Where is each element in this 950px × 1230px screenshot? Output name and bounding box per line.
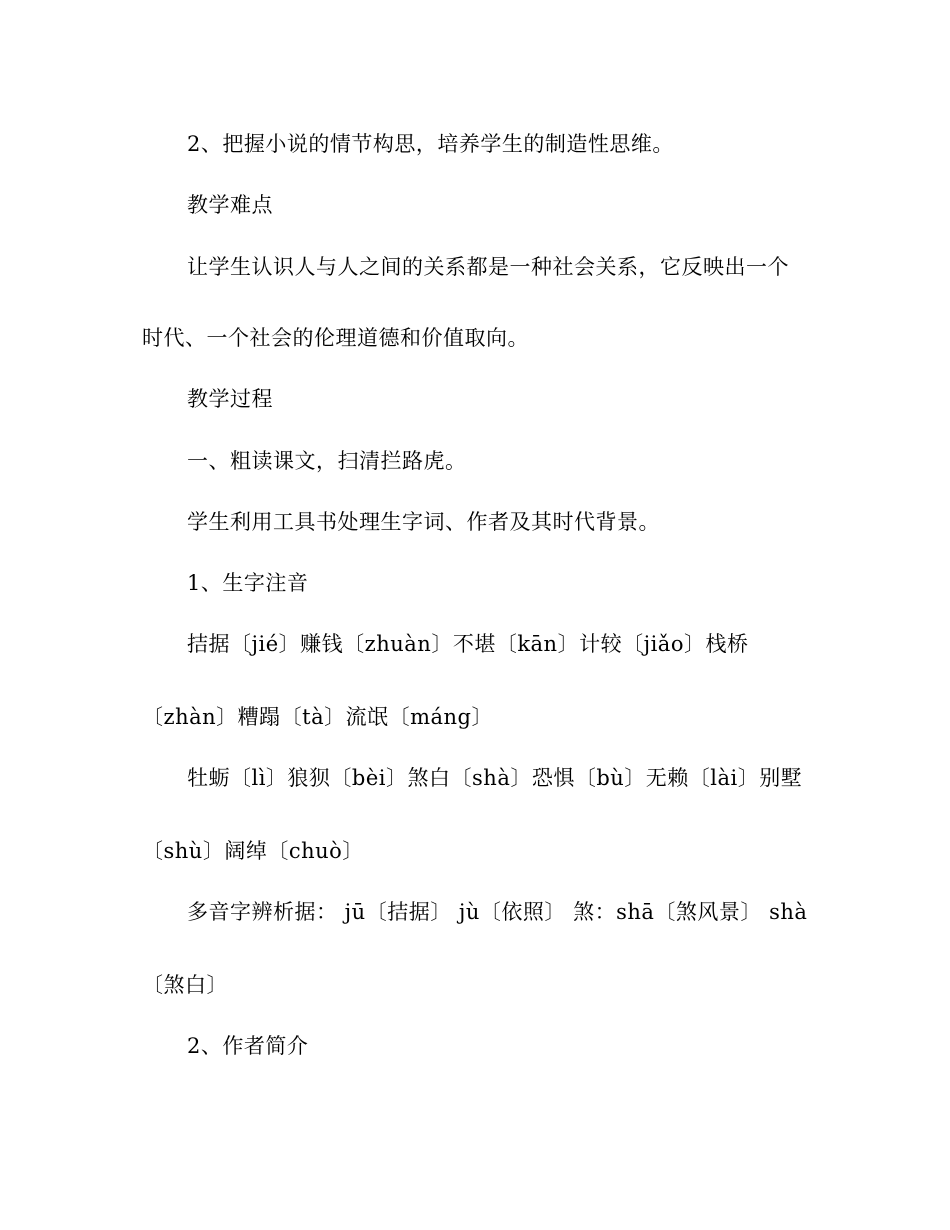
heading-teaching-process: 教学过程 (187, 387, 273, 411)
subheading-pronunciation: 1、生字注音 (187, 571, 309, 595)
heading-teaching-difficulty: 教学难点 (187, 193, 273, 217)
difficulty-paragraph-line-2: 时代、一个社会的伦理道德和价值取向。 (142, 326, 529, 350)
difficulty-paragraph-line-1: 让学生认识人与人之间的关系都是一种社会关系，它反映出一个 (187, 255, 789, 279)
section-1-heading: 一、粗读课文，扫清拦路虎。 (187, 449, 467, 473)
pronunciation-line-2: 〔zhàn〕糟蹋〔tà〕流氓〔máng〕 (142, 705, 493, 729)
objective-2: 2、把握小说的情节构思，培养学生的制造性思维。 (187, 132, 674, 156)
polyphonic-line-1: 多音字辨析据： jū〔拮据〕 jù〔依照〕 煞：shā〔煞风景〕 shà (187, 900, 808, 924)
pronunciation-line-1: 拮据〔jié〕赚钱〔zhuàn〕不堪〔kān〕计较〔jiǎo〕栈桥 (187, 632, 749, 656)
pronunciation-line-3: 牡蛎〔lì〕狼狈〔bèi〕煞白〔shà〕恐惧〔bù〕无赖〔lài〕别墅 (187, 766, 803, 790)
pronunciation-line-4: 〔shù〕阔绰〔chuò〕 (142, 839, 364, 863)
subheading-author-intro: 2、作者简介 (187, 1034, 309, 1058)
section-1-instruction: 学生利用工具书处理生字词、作者及其时代背景。 (187, 510, 660, 534)
polyphonic-line-2: 〔煞白〕 (142, 973, 228, 997)
